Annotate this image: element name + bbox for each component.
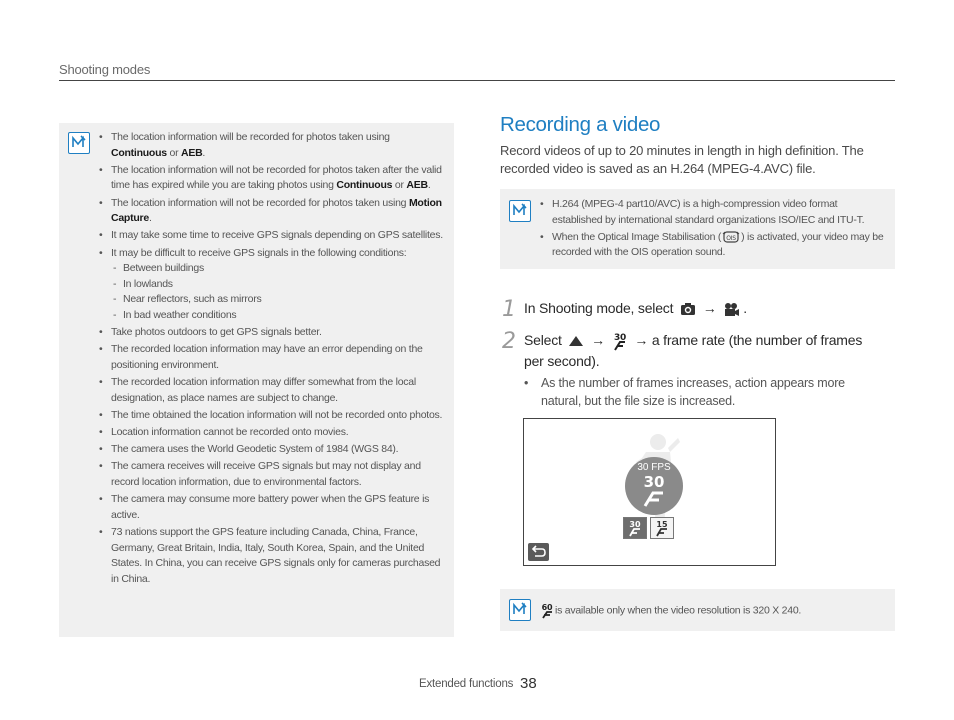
- list-item: • Location information cannot be recorded onto movies.: [99, 425, 445, 441]
- back-button[interactable]: [528, 543, 549, 561]
- svg-text:30: 30: [613, 333, 626, 344]
- note-icon: [509, 200, 531, 222]
- header-divider: [59, 80, 895, 81]
- list-item: • H.264 (MPEG-4 part10/AVC) is a high-compression video format established by international standard organizations ISO/IEC and ITU-T.: [540, 197, 886, 228]
- step-number: 1: [502, 297, 516, 322]
- camera-icon: [680, 302, 696, 316]
- svg-text:15: 15: [656, 520, 668, 529]
- list-item: • When the Optical Image Stabilisation ( OIS ) is activated, your video may be recorded with the OIS operation sound.: [540, 230, 886, 261]
- fps-30-icon: [639, 472, 669, 508]
- fps-label: 30 FPS: [637, 462, 671, 473]
- section-header: Shooting modes: [59, 62, 151, 77]
- condition-sublist: [111, 261, 445, 323]
- list-item: • The camera may consume more battery power when the GPS feature is active.: [99, 492, 445, 523]
- note-box-video-format: [500, 189, 895, 269]
- step-2-bullet: • As the number of frames increases, action appears more natural, but the file size is increased.: [524, 374, 876, 410]
- camera-screen-preview: [523, 418, 776, 566]
- fps-30-icon: [612, 331, 628, 351]
- sublist-item: - Near reflectors, such as mirrors: [111, 292, 445, 308]
- list-item: • The recorded location information may have an error depending on the positioning environment.: [99, 342, 445, 373]
- list-item: • The recorded location information may differ somewhat from the local designation, as place names are subject to change.: [99, 375, 445, 406]
- page-number: 38: [520, 675, 537, 692]
- back-icon: [528, 543, 549, 561]
- step-2-text: Select → 30 → a frame rate (the number of frames per second).: [524, 332, 863, 370]
- list-item: • The camera uses the World Geodetic System of 1984 (WGS 84).: [99, 442, 445, 458]
- video-note-list: [540, 197, 886, 263]
- list-item: • The location information will not be recorded for photos taken after the valid time has expired while you are taking photos using Continuous or AEB.: [99, 163, 445, 194]
- ois-icon: [722, 230, 740, 244]
- video-camera-icon: [723, 302, 740, 317]
- list-item: • 73 nations support the GPS feature including Canada, China, France, Germany, Great Britain, India, Italy, South Korea, Spain, and the United States. In China, you can receive GPS signals only for cameras purchased in China.: [99, 525, 445, 587]
- up-arrow-icon: [568, 335, 584, 347]
- list-item: • It may take some time to receive GPS signals depending on GPS satellites.: [99, 228, 445, 244]
- svg-text:30: 30: [629, 520, 641, 529]
- fps-option-15[interactable]: [650, 517, 674, 539]
- list-item: • The time obtained the location information will not be recorded onto photos.: [99, 408, 445, 424]
- fps-60-icon: [540, 602, 554, 619]
- sublist-item: - In bad weather conditions: [111, 308, 445, 324]
- note-box-60fps: [500, 589, 895, 631]
- footer-section-label: Extended functions: [419, 678, 514, 690]
- svg-text:60: 60: [541, 603, 553, 612]
- gps-note-list: [99, 130, 445, 589]
- step-1-text: In Shooting mode, select → .: [524, 300, 747, 316]
- list-item: • The location information will be recorded for photos taken using Continuous or AEB.: [99, 130, 445, 161]
- svg-text:OIS: OIS: [726, 235, 736, 242]
- page-title: Recording a video: [500, 113, 661, 136]
- list-item: • It may be difficult to receive GPS signals in the following conditions: - Between buildings - In lowlands - Near reflectors, such as mirrors - In bad weather conditions: [99, 246, 445, 324]
- list-item: • The camera receives will receive GPS signals but may not display and record location information, due to environmental factors.: [99, 459, 445, 490]
- note-icon: [68, 132, 90, 154]
- step-number: 2: [502, 329, 516, 354]
- fps-option-30[interactable]: [623, 517, 647, 539]
- sublist-item: - In lowlands: [111, 277, 445, 293]
- sublist-item: - Between buildings: [111, 261, 445, 277]
- note-icon: [509, 599, 531, 621]
- list-item: • The location information will not be recorded for photos taken using Motion Capture.: [99, 196, 445, 227]
- intro-paragraph: Record videos of up to 20 minutes in length in high definition. The recorded video is saved as an H.264 (MPEG-4.AVC) file.: [500, 143, 864, 176]
- note-box-gps: [59, 123, 454, 637]
- svg-text:30: 30: [643, 473, 665, 491]
- list-item: • Take photos outdoors to get GPS signals better.: [99, 325, 445, 341]
- fps-selector-badge[interactable]: [625, 457, 683, 515]
- note-60fps-text: 60 is available only when the video resolution is 320 X 240.: [540, 602, 801, 619]
